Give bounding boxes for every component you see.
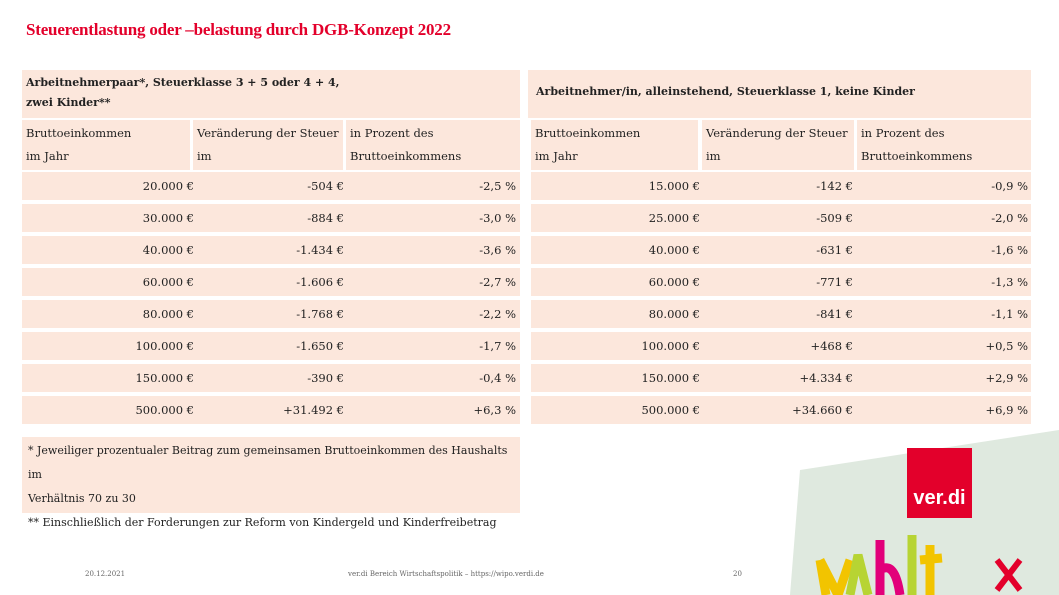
table-row xyxy=(531,172,1031,200)
table-row xyxy=(22,300,520,328)
cell-pct: -0,4 % xyxy=(479,371,516,385)
footer-source: ver.di Bereich Wirtschaftspolitik – https://wipo.verdi.de xyxy=(348,570,544,578)
cell-pct: +2,9 % xyxy=(985,371,1028,385)
table-row xyxy=(531,236,1031,264)
cell-income: 20.000 € xyxy=(142,179,194,193)
cell-income: 80.000 € xyxy=(142,307,194,321)
cell-pct: -2,2 % xyxy=(479,307,516,321)
table-row xyxy=(531,300,1031,328)
cell-change: -1.434 € xyxy=(296,243,344,257)
footnote-1-line1: * Jeweiliger prozentualer Beitrag zum gemeinsamen Bruttoeinkommen des Haushalts im xyxy=(28,444,508,481)
cell-pct: -1,3 % xyxy=(991,275,1028,289)
col-label: im Jahr xyxy=(535,149,578,163)
left-col-income-header xyxy=(22,120,190,170)
left-col-change-header xyxy=(193,120,343,170)
cell-pct: -2,0 % xyxy=(991,211,1028,225)
cell-income: 150.000 € xyxy=(135,371,194,385)
right-col-change-header xyxy=(702,120,854,170)
cell-pct: -0,9 % xyxy=(991,179,1028,193)
cell-income: 40.000 € xyxy=(142,243,194,257)
col-label: in Prozent des xyxy=(350,126,434,140)
left-table-header xyxy=(22,70,520,118)
cell-change: -1.768 € xyxy=(296,307,344,321)
cell-pct: -1,6 % xyxy=(991,243,1028,257)
cell-pct: -2,5 % xyxy=(479,179,516,193)
cell-change: +31.492 € xyxy=(283,403,344,417)
table-row xyxy=(531,332,1031,360)
cell-change: -771 € xyxy=(816,275,853,289)
cell-pct: -3,0 % xyxy=(479,211,516,225)
footer-page-number: 20 xyxy=(733,570,742,578)
cell-change: -1.606 € xyxy=(296,275,344,289)
right-col-income-header xyxy=(531,120,698,170)
cell-income: 80.000 € xyxy=(648,307,700,321)
footnote-1-line2: Verhältnis 70 zu 30 xyxy=(28,492,136,505)
cell-income: 100.000 € xyxy=(641,339,700,353)
table-row xyxy=(531,268,1031,296)
verdi-logo xyxy=(907,448,972,518)
page-title: Steuerentlastung oder –belastung durch DGB-Konzept 2022 xyxy=(26,20,451,39)
cell-change: -504 € xyxy=(307,179,344,193)
cell-pct: +6,3 % xyxy=(473,403,516,417)
right-col-pct-header xyxy=(857,120,1031,170)
cell-pct: -2,7 % xyxy=(479,275,516,289)
table-row xyxy=(22,172,520,200)
cell-income: 30.000 € xyxy=(142,211,194,225)
cell-change: -142 € xyxy=(816,179,853,193)
cell-pct: -1,7 % xyxy=(479,339,516,353)
col-label: Bruttoeinkommen xyxy=(535,126,641,140)
cell-change: -509 € xyxy=(816,211,853,225)
table-row xyxy=(22,396,520,424)
left-header-line2: zwei Kinder** xyxy=(26,96,111,109)
cell-income: 25.000 € xyxy=(648,211,700,225)
cell-income: 60.000 € xyxy=(648,275,700,289)
cell-change: +4.334 € xyxy=(799,371,853,385)
col-label: Veränderung der Steuer im xyxy=(197,126,339,163)
col-label: Veränderung der Steuer im xyxy=(706,126,848,163)
cell-income: 15.000 € xyxy=(648,179,700,193)
table-row xyxy=(22,332,520,360)
table-row xyxy=(531,204,1031,232)
verdi-logo-text: ver.di xyxy=(913,487,966,509)
col-label: Bruttoeinkommens xyxy=(350,149,462,163)
cell-income: 500.000 € xyxy=(641,403,700,417)
left-col-pct-header xyxy=(346,120,520,170)
cell-pct: +0,5 % xyxy=(985,339,1028,353)
cell-change: -631 € xyxy=(816,243,853,257)
cell-change: +468 € xyxy=(810,339,853,353)
footnotes xyxy=(22,437,520,529)
cell-change: -1.650 € xyxy=(296,339,344,353)
cell-income: 40.000 € xyxy=(648,243,700,257)
table-row xyxy=(22,204,520,232)
cell-pct: -1,1 % xyxy=(991,307,1028,321)
cell-pct: -3,6 % xyxy=(479,243,516,257)
table-row xyxy=(22,364,520,392)
table-row xyxy=(22,236,520,264)
table-row xyxy=(22,268,520,296)
cell-income: 150.000 € xyxy=(641,371,700,385)
col-label: im Jahr xyxy=(26,149,69,163)
cell-change: -841 € xyxy=(816,307,853,321)
cell-change: -390 € xyxy=(307,371,344,385)
footer-date: 20.12.2021 xyxy=(85,570,126,578)
cell-income: 500.000 € xyxy=(135,403,194,417)
col-label: in Prozent des xyxy=(861,126,945,140)
col-label: Bruttoeinkommen xyxy=(26,126,132,140)
cell-change: -884 € xyxy=(307,211,344,225)
right-table-header: Arbeitnehmer/in, alleinstehend, Steuerklasse 1, keine Kinder xyxy=(528,70,1031,118)
footnote-2: ** Einschließlich der Forderungen zur Reform von Kindergeld und Kinderfreibetrag xyxy=(28,516,497,529)
left-header-line1: Arbeitnehmerpaar*, Steuerklasse 3 + 5 oder 4 + 4, xyxy=(26,76,340,89)
cell-change: +34.660 € xyxy=(792,403,853,417)
cell-pct: +6,9 % xyxy=(985,403,1028,417)
col-label: Bruttoeinkommens xyxy=(861,149,973,163)
cell-income: 60.000 € xyxy=(142,275,194,289)
cell-income: 100.000 € xyxy=(135,339,194,353)
table-row xyxy=(531,364,1031,392)
